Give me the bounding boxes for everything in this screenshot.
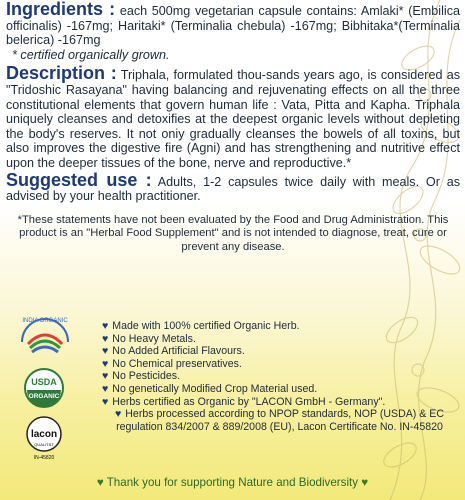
india-organic-text: INDIA ORGANIC	[22, 318, 68, 324]
description-heading: Description :	[6, 63, 117, 84]
heart-icon: ♥	[102, 370, 109, 383]
lacon-logo	[24, 416, 64, 462]
lacon-sub-text: QUALITÄT	[34, 442, 54, 447]
thank-you-line	[0, 476, 465, 489]
organic-note: * certified organically grown.	[12, 47, 170, 62]
organic-text: ORGANIC	[28, 393, 60, 400]
heart-icon: ♥	[96, 476, 104, 489]
list-item: ♥ No Added Artificial Flavours.	[102, 345, 245, 358]
india-organic-logo	[14, 312, 76, 358]
usda-text: USDA	[31, 377, 57, 387]
heart-icon: ♥	[102, 395, 109, 408]
lacon-code: IN-45820	[33, 455, 55, 461]
list-item: ♥ Herbs processed according to NPOP standards, NOP (USDA) & EC regulation 834/2007 & 889/2008 (EU), Lacon Certificate No. IN-45820	[114, 408, 445, 433]
heart-icon: ♥	[102, 345, 109, 358]
lacon-text: lacon	[30, 429, 58, 440]
usda-organic-seal	[24, 368, 64, 408]
list-item: ♥ Herbs certified as Organic by "LACON GmbH - Germany".	[102, 395, 386, 408]
list-item: ♥ No Heavy Metals.	[102, 332, 196, 345]
list-item: ♥ No Pesticides.	[102, 370, 181, 383]
list-item: ♥ Made with 100% certified Organic Herb.	[102, 320, 300, 332]
heart-icon: ♥	[114, 408, 122, 421]
ingredients-text: each 500mg vegetarian capsule contains: Amlaki* (Embilica officinalis) -167mg; Haritaki* (Terminalia chebula) -167mg; Bibhitaka*(Terminalia belerica) -167mg	[6, 4, 460, 48]
list-item: ♥ No Chemical preservatives.	[102, 357, 242, 370]
ingredients-heading: Ingredients :	[6, 0, 116, 19]
fda-disclaimer: *These statements have not been evaluated by the Food and Drug Administration. This product is an "Herbal Food Supplement" and is not intended to diagnose, treat, cure or prevent any disease.	[17, 213, 449, 253]
ingredients-section	[6, 2, 460, 48]
description-section	[6, 63, 461, 170]
features-list	[102, 320, 457, 433]
heart-icon: ♥	[361, 476, 369, 489]
description-text: Triphala, formulated thou-sands years ago, is considered as "Tridoshic Rasayana" having balancing and rejuvenating effects on all the three constitutional elements that govern human life : Vata, Pitta and Kapha. Triphala uniquely cleanses and detoxifies at the deepest organic levels without depleting the body's reserves. It not oniy gradually cleanses the bowels of all toxins, but also improves the digestive fire (Agni) and has strengthening and nutritive effect upon the deeper tissues of the bone, nerve and reproductive.*	[6, 68, 461, 170]
suggested-use-heading: Suggested use :	[6, 169, 152, 190]
label-content	[6, 2, 460, 254]
heart-icon: ♥	[102, 332, 109, 345]
heart-icon: ♥	[102, 382, 109, 395]
heart-icon: ♥	[102, 320, 109, 332]
suggested-use-section	[6, 169, 461, 204]
heart-icon: ♥	[102, 357, 109, 370]
list-item: ♥ No genetically Modified Crop Material used.	[102, 382, 318, 395]
certification-badges	[14, 312, 76, 462]
thank-you-text: Thank you for supporting Nature and Biodiversity	[106, 476, 359, 489]
suggested-use-text: Adults, 1-2 capsules twice daily with meals. Or as advised by your health practitioner.	[6, 174, 461, 204]
